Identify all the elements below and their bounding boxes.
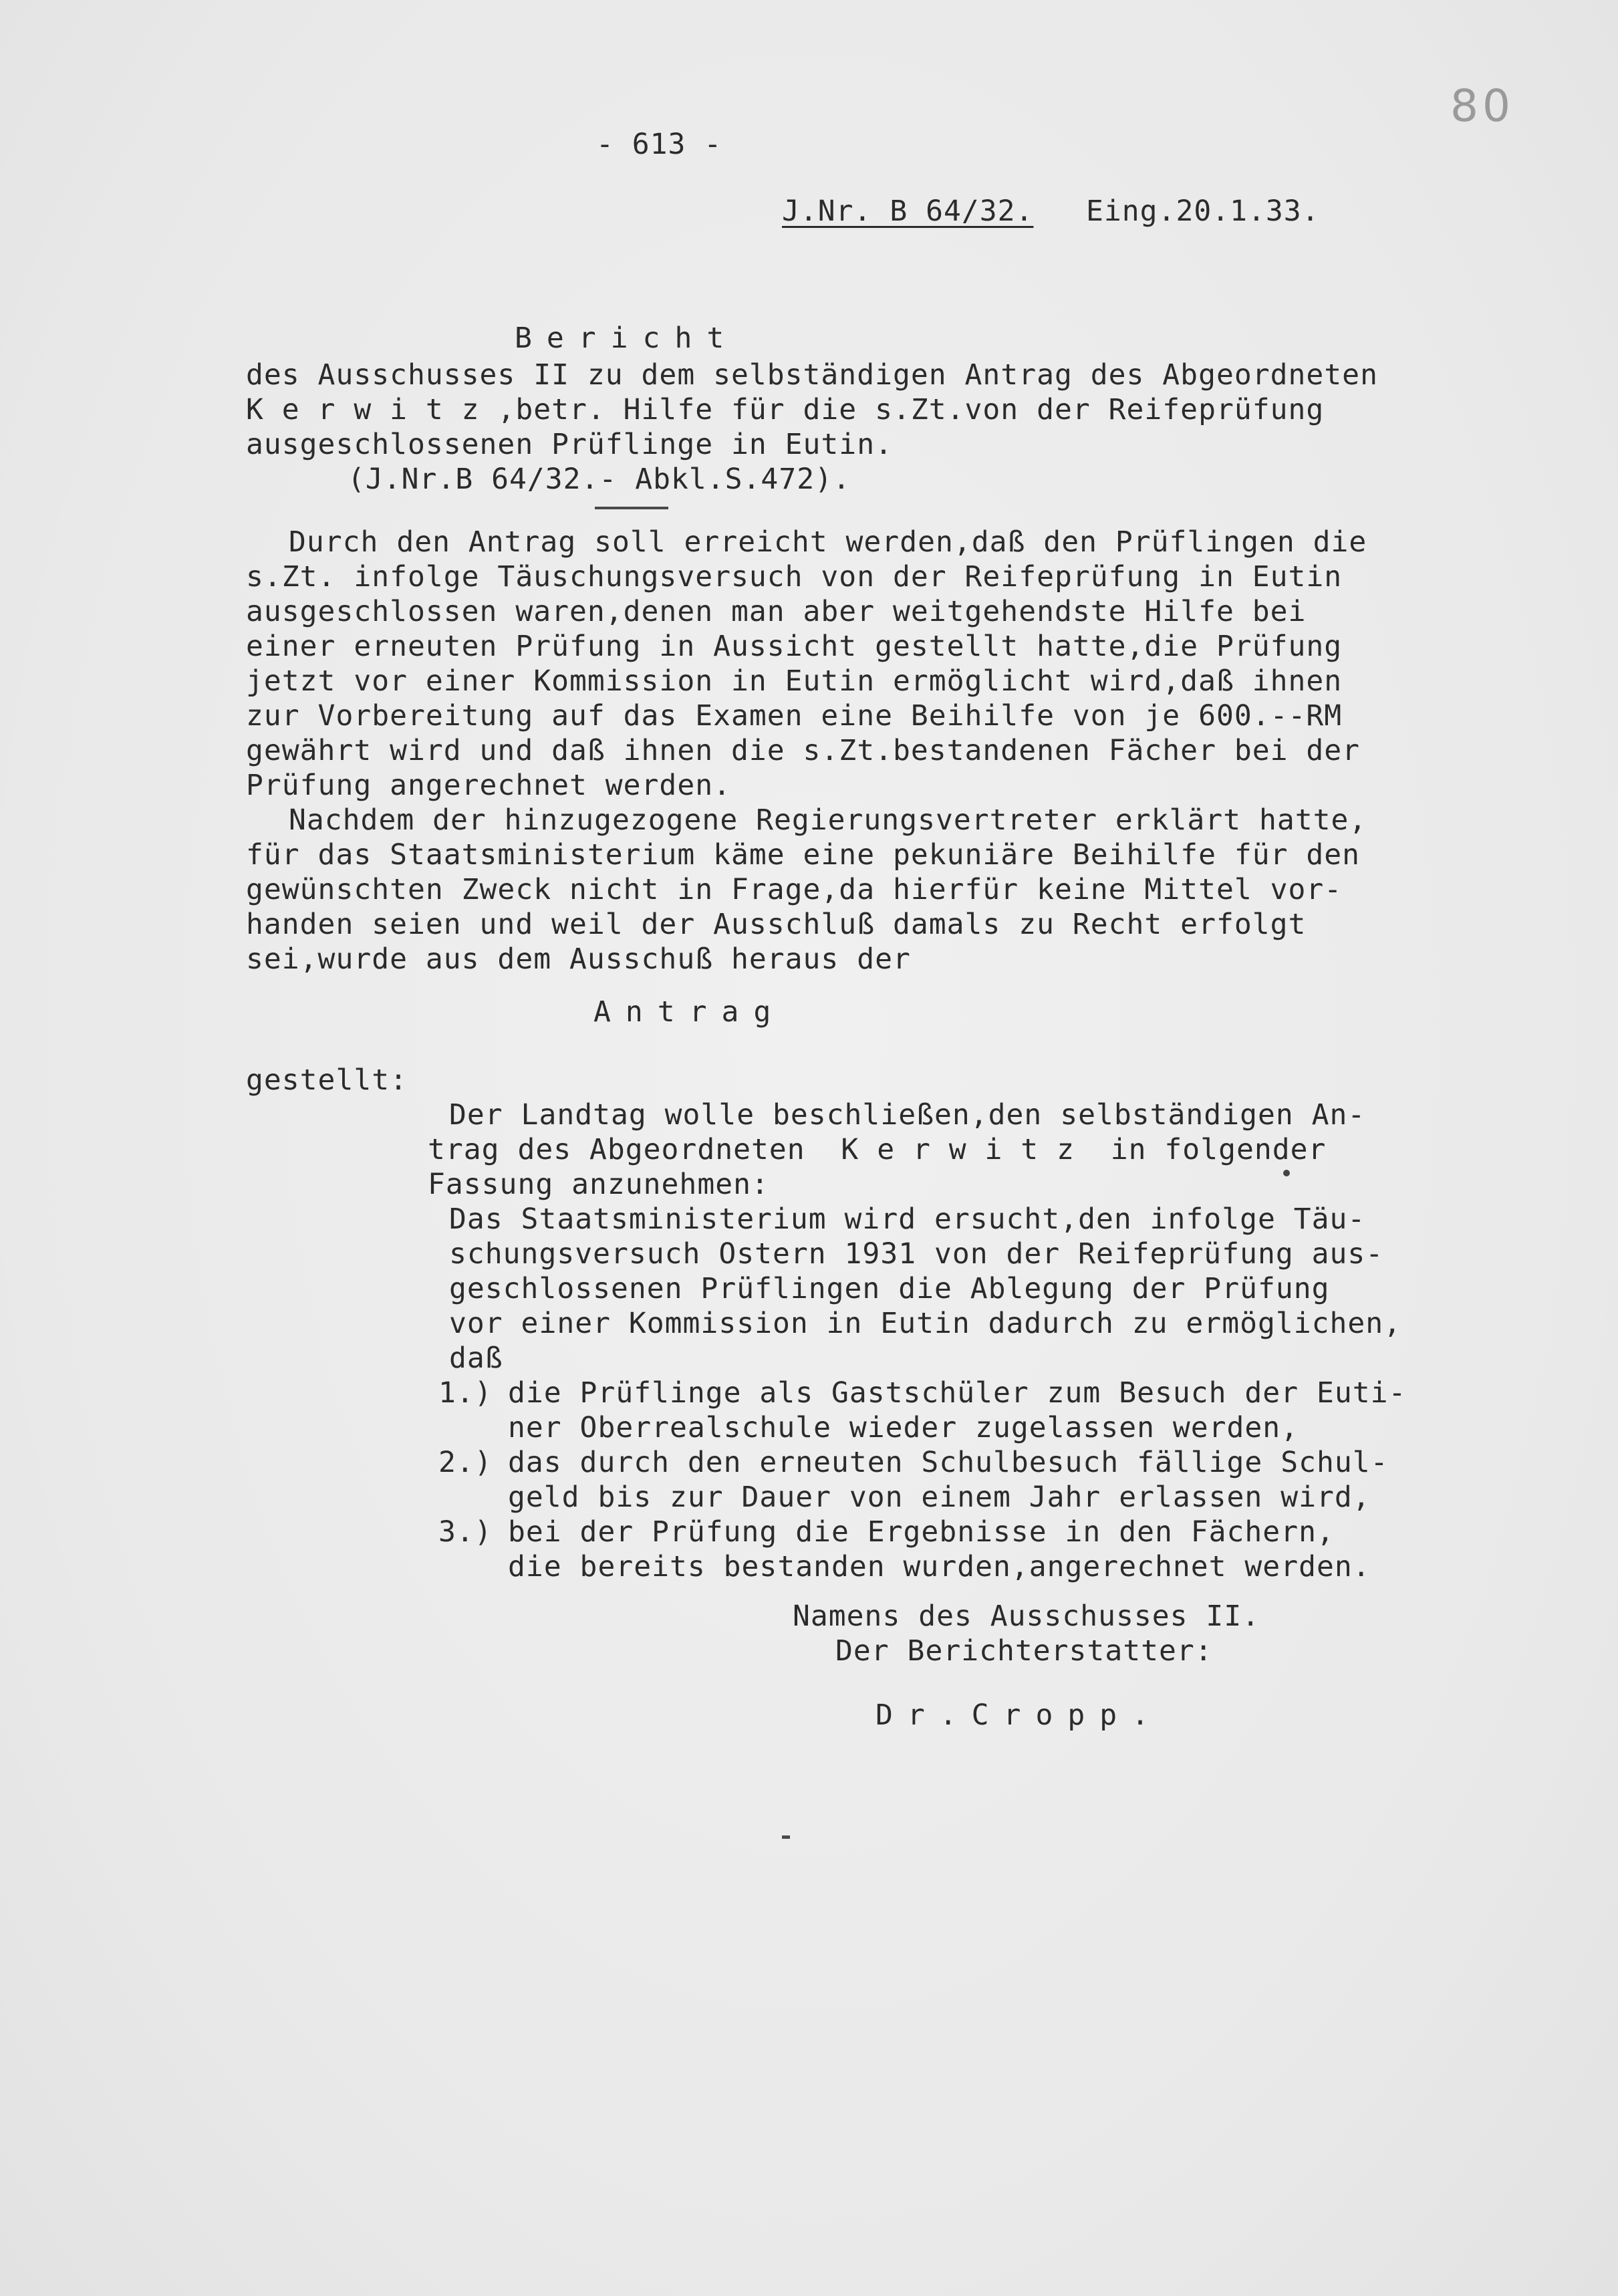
motion-intro-line: Der Landtag wolle beschließen,den selbständigen An-	[449, 1098, 1366, 1132]
paragraph-line: handen seien und weil der Ausschluß damals zu Recht erfolgt	[246, 908, 1307, 941]
signature-on-behalf: Namens des Ausschusses II.	[793, 1600, 1260, 1633]
paragraph-line: einer erneuten Prüfung in Aussicht gestellt hatte,die Prüfung	[246, 630, 1343, 663]
motion-heading: Antrag	[593, 995, 786, 1029]
motion-item-number: 2.)	[438, 1446, 493, 1479]
subject-line: K e r w i t z ,betr. Hilfe für die s.Zt.von der Reifeprüfung	[246, 393, 1325, 426]
motion-item-number: 3.)	[438, 1515, 493, 1549]
paragraph-line: ausgeschlossen waren,denen man aber weitgehendste Hilfe bei	[246, 595, 1307, 628]
motion-item-line: das durch den erneuten Schulbesuch fällige Schul-	[508, 1446, 1389, 1479]
motion-item-number: 1.)	[438, 1376, 493, 1410]
motion-text-line: schungsversuch Ostern 1931 von der Reifeprüfung aus-	[449, 1237, 1384, 1271]
motion-text-line: geschlossenen Prüflingen die Ablegung der Prüfung	[449, 1272, 1330, 1305]
received-date: Eing.20.1.33.	[1086, 195, 1320, 228]
motion-text-line: Das Staatsministerium wird ersucht,den infolge Täu-	[449, 1202, 1366, 1236]
motion-item-line: ner Oberrealschule wieder zugelassen werden,	[508, 1411, 1299, 1444]
paragraph-line: s.Zt. infolge Täuschungsversuch von der Reifeprüfung in Eutin	[246, 560, 1343, 594]
signature-name: Dr.Cropp.	[875, 1698, 1164, 1732]
motion-text-line: vor einer Kommission in Eutin dadurch zu ermöglichen,	[449, 1307, 1402, 1340]
paragraph-line: Durch den Antrag soll erreicht werden,daß den Prüflingen die	[289, 525, 1367, 559]
reference-number: J.Nr. B 64/32.	[782, 195, 1034, 228]
corner-pencil-mark: 80	[1450, 80, 1514, 132]
motion-lead: gestellt:	[246, 1063, 408, 1097]
motion-intro-line: Fassung anzunehmen:	[428, 1168, 769, 1201]
paragraph-line: Prüfung angerechnet werden.	[246, 769, 731, 802]
paragraph-line: sei,wurde aus dem Ausschuß heraus der	[246, 942, 911, 976]
motion-intro-line: trag des Abgeordneten K e r w i t z in folgender	[428, 1133, 1327, 1166]
page-number: - 613 -	[596, 128, 722, 161]
ink-speck	[1283, 1170, 1290, 1176]
motion-item-line: bei der Prüfung die Ergebnisse in den Fächern,	[508, 1515, 1335, 1549]
paragraph-line: gewünschten Zweck nicht in Frage,da hierfür keine Mittel vor-	[246, 873, 1343, 906]
report-title: Bericht	[515, 322, 739, 355]
paragraph-line: Nachdem der hinzugezogene Regierungsvertreter erklärt hatte,	[289, 803, 1367, 837]
motion-item-line: die bereits bestanden wurden,angerechnet werden.	[508, 1550, 1371, 1583]
separator-dash	[595, 507, 668, 509]
paragraph-line: zur Vorbereitung auf das Examen eine Beihilfe von je 600.--RM	[246, 699, 1343, 733]
subject-line: des Ausschusses II zu dem selbständigen Antrag des Abgeordneten	[246, 358, 1378, 392]
ink-mark	[782, 1835, 790, 1839]
motion-item-line: geld bis zur Dauer von einem Jahr erlassen wird,	[508, 1481, 1371, 1514]
paragraph-line: jetzt vor einer Kommission in Eutin ermöglicht wird,daß ihnen	[246, 664, 1343, 698]
motion-item-line: die Prüflinge als Gastschüler zum Besuch der Euti-	[508, 1376, 1407, 1410]
paragraph-line: gewährt wird und daß ihnen die s.Zt.bestandenen Fächer bei der	[246, 734, 1361, 767]
paragraph-line: für das Staatsministerium käme eine pekuniäre Beihilfe für den	[246, 838, 1361, 872]
subject-line: ausgeschlossenen Prüflinge in Eutin.	[246, 428, 893, 461]
motion-text-line: daß	[449, 1342, 503, 1375]
signature-role: Der Berichterstatter:	[835, 1634, 1213, 1668]
subject-line: (J.Nr.B 64/32.- Abkl.S.472).	[348, 463, 851, 496]
